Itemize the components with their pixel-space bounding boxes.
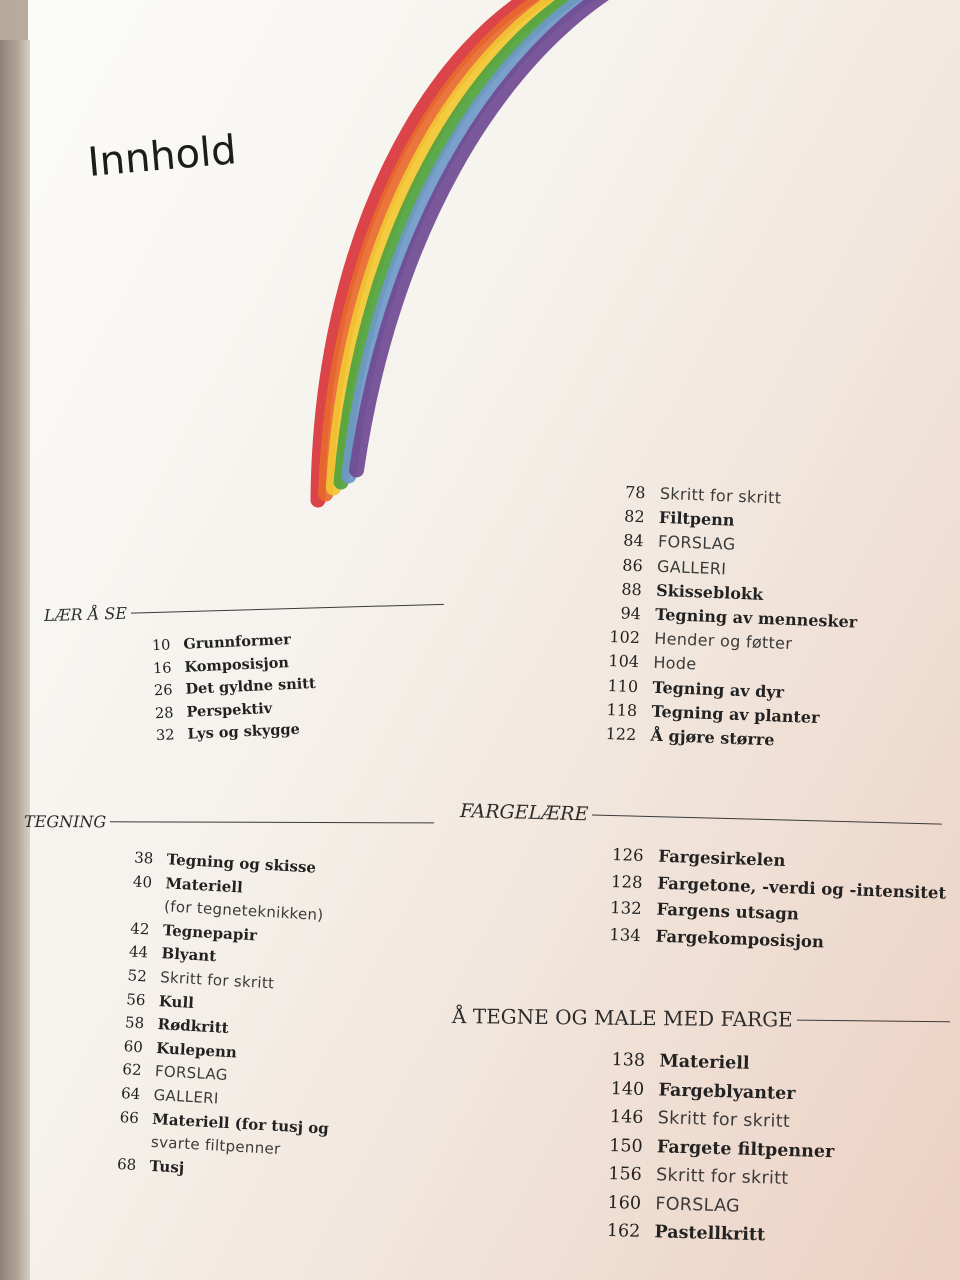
toc-list-continued [602,480,862,755]
toc-page-number: 102 [609,627,641,648]
toc-page-number: 110 [607,675,639,696]
toc-entry-title: Filtpenn [658,508,735,530]
toc-entry-title: Fargeblyanter [658,1079,796,1104]
toc-entry-title: Å gjøre større [650,725,775,750]
toc-page-number: 56 [125,989,146,1009]
toc-entry-title: Tegning og skisse [166,850,317,877]
toc-entry-title: GALLERI [153,1085,220,1108]
toc-list-tegning [108,846,344,1188]
toc-entry-title: GALLERI [656,556,727,579]
toc-entry-title: Skritt for skritt [659,483,782,508]
toc-page-number: 118 [606,699,638,720]
toc-page-number: 60 [123,1036,144,1056]
toc-entry-title: Komposisjon [184,653,290,676]
toc-page-number: 150 [608,1135,643,1157]
toc-entry-title: Rødkritt [157,1015,230,1038]
toc-page-number: 26 [153,682,173,700]
section-heading-label: LÆR Å SE [43,603,128,625]
toc-page-number: 42 [129,919,150,939]
toc-list-fargelaere [608,842,947,960]
toc-page-number: 122 [605,723,637,744]
toc-entry-title: Fargens utsagn [656,899,800,924]
toc-page-number: 32 [155,727,175,745]
section-heading-label: FARGELÆRE [459,800,589,826]
toc-page-number: 126 [611,845,644,866]
toc-page-number: 78 [624,482,646,503]
toc-entry-title: svarte filtpenner [150,1132,282,1159]
toc-entry-title: FORSLAG [154,1062,229,1085]
toc-entry-title: Skritt for skritt [159,968,275,993]
toc-page-number: 28 [154,704,174,722]
toc-entry-title: FORSLAG [655,1193,741,1217]
toc-entry-title: Kull [158,991,195,1012]
section-heading-label: Å TEGNE OG MALE MED FARGE [451,1004,793,1032]
section-rule [592,814,941,824]
toc-entry-title: Hode [653,653,697,674]
toc-entry-title: Fargetone, -verdi og -intensitet [657,873,947,903]
toc-entry-title: Pastellkritt [654,1222,766,1246]
toc-page-number: 58 [124,1013,145,1033]
section-rule [797,1019,950,1022]
toc-page-number: 132 [609,897,643,919]
toc-entry-title: Grunnformer [183,630,292,653]
toc-entry-title: Fargekomposisjon [655,926,825,951]
toc-entry-title: Tusj [149,1156,185,1177]
toc-page-number: 104 [608,651,640,672]
toc-page-number: 62 [121,1060,142,1080]
toc-page-number: 86 [622,555,644,575]
toc-page-number: 162 [606,1220,641,1242]
toc-entry-title: Materiell [165,873,244,897]
toc-page-number: 64 [120,1084,141,1104]
toc-page-number: 68 [116,1154,137,1174]
toc-entry-title: Blyant [161,944,217,966]
toc-page-number: 66 [119,1107,140,1127]
toc-page-number: 84 [622,530,645,551]
toc-entry-title: Lys og skygge [187,720,301,743]
toc-page-number: 128 [610,871,643,892]
toc-page-number: 88 [621,579,643,599]
toc-page-number: 146 [609,1106,644,1128]
toc-entry-title: Tegning av planter [651,701,820,727]
toc-page-number: 160 [607,1192,642,1214]
toc-page-number [109,1129,138,1154]
toc-entry-title: Skisseblokk [655,580,764,604]
toc-entry-title: Fargesirkelen [658,846,786,871]
toc-page-number: 52 [127,966,148,986]
toc-list-a-tegne-og-male-med-farge [606,1046,837,1252]
spine-edge [0,40,30,1280]
toc-entry-title: Fargete filtpenner [656,1136,835,1162]
toc-page-number: 40 [132,872,153,892]
toc-entry-title: Kulepenn [155,1038,238,1062]
toc-page-number: 156 [608,1163,643,1185]
toc-entry-title: Materiell [659,1051,750,1074]
toc-entry-title: Materiell (for tusj og [151,1109,330,1138]
toc-page-number: 10 [151,637,171,655]
toc-entry-title: Perspektiv [186,699,273,721]
toc-entry-title: Skritt for skritt [655,1165,789,1189]
toc-page-number: 16 [152,659,172,677]
page-title: Innhold [85,127,239,186]
toc-entry-title: FORSLAG [657,532,736,555]
toc-page-number: 140 [610,1078,645,1100]
section-rule [110,821,434,823]
toc-entry-title: Skritt for skritt [657,1108,791,1132]
toc-page-number: 138 [611,1049,646,1071]
toc-entry-title: Tegning av mennesker [654,604,858,632]
toc-list-laer-a-se [136,628,318,748]
toc-page-number [122,893,151,918]
toc-page-number: 82 [623,506,645,527]
section-heading-label: TEGNING [23,812,107,832]
toc-page-number: 94 [620,603,642,624]
toc-entry-title: Tegnepapir [162,920,258,945]
toc-page-number: 44 [128,942,149,962]
section-rule [131,604,444,614]
toc-entry-title: Tegning av dyr [652,677,785,702]
toc-page-number: 38 [133,848,154,868]
toc-entry-title: Hender og føtter [653,628,793,654]
section-heading-tegning [24,812,434,832]
toc-entry-title: Det gyldne snitt [185,674,316,698]
toc-entry-title: (for tegneteknikken) [163,897,324,925]
toc-page-number: 134 [608,924,642,945]
